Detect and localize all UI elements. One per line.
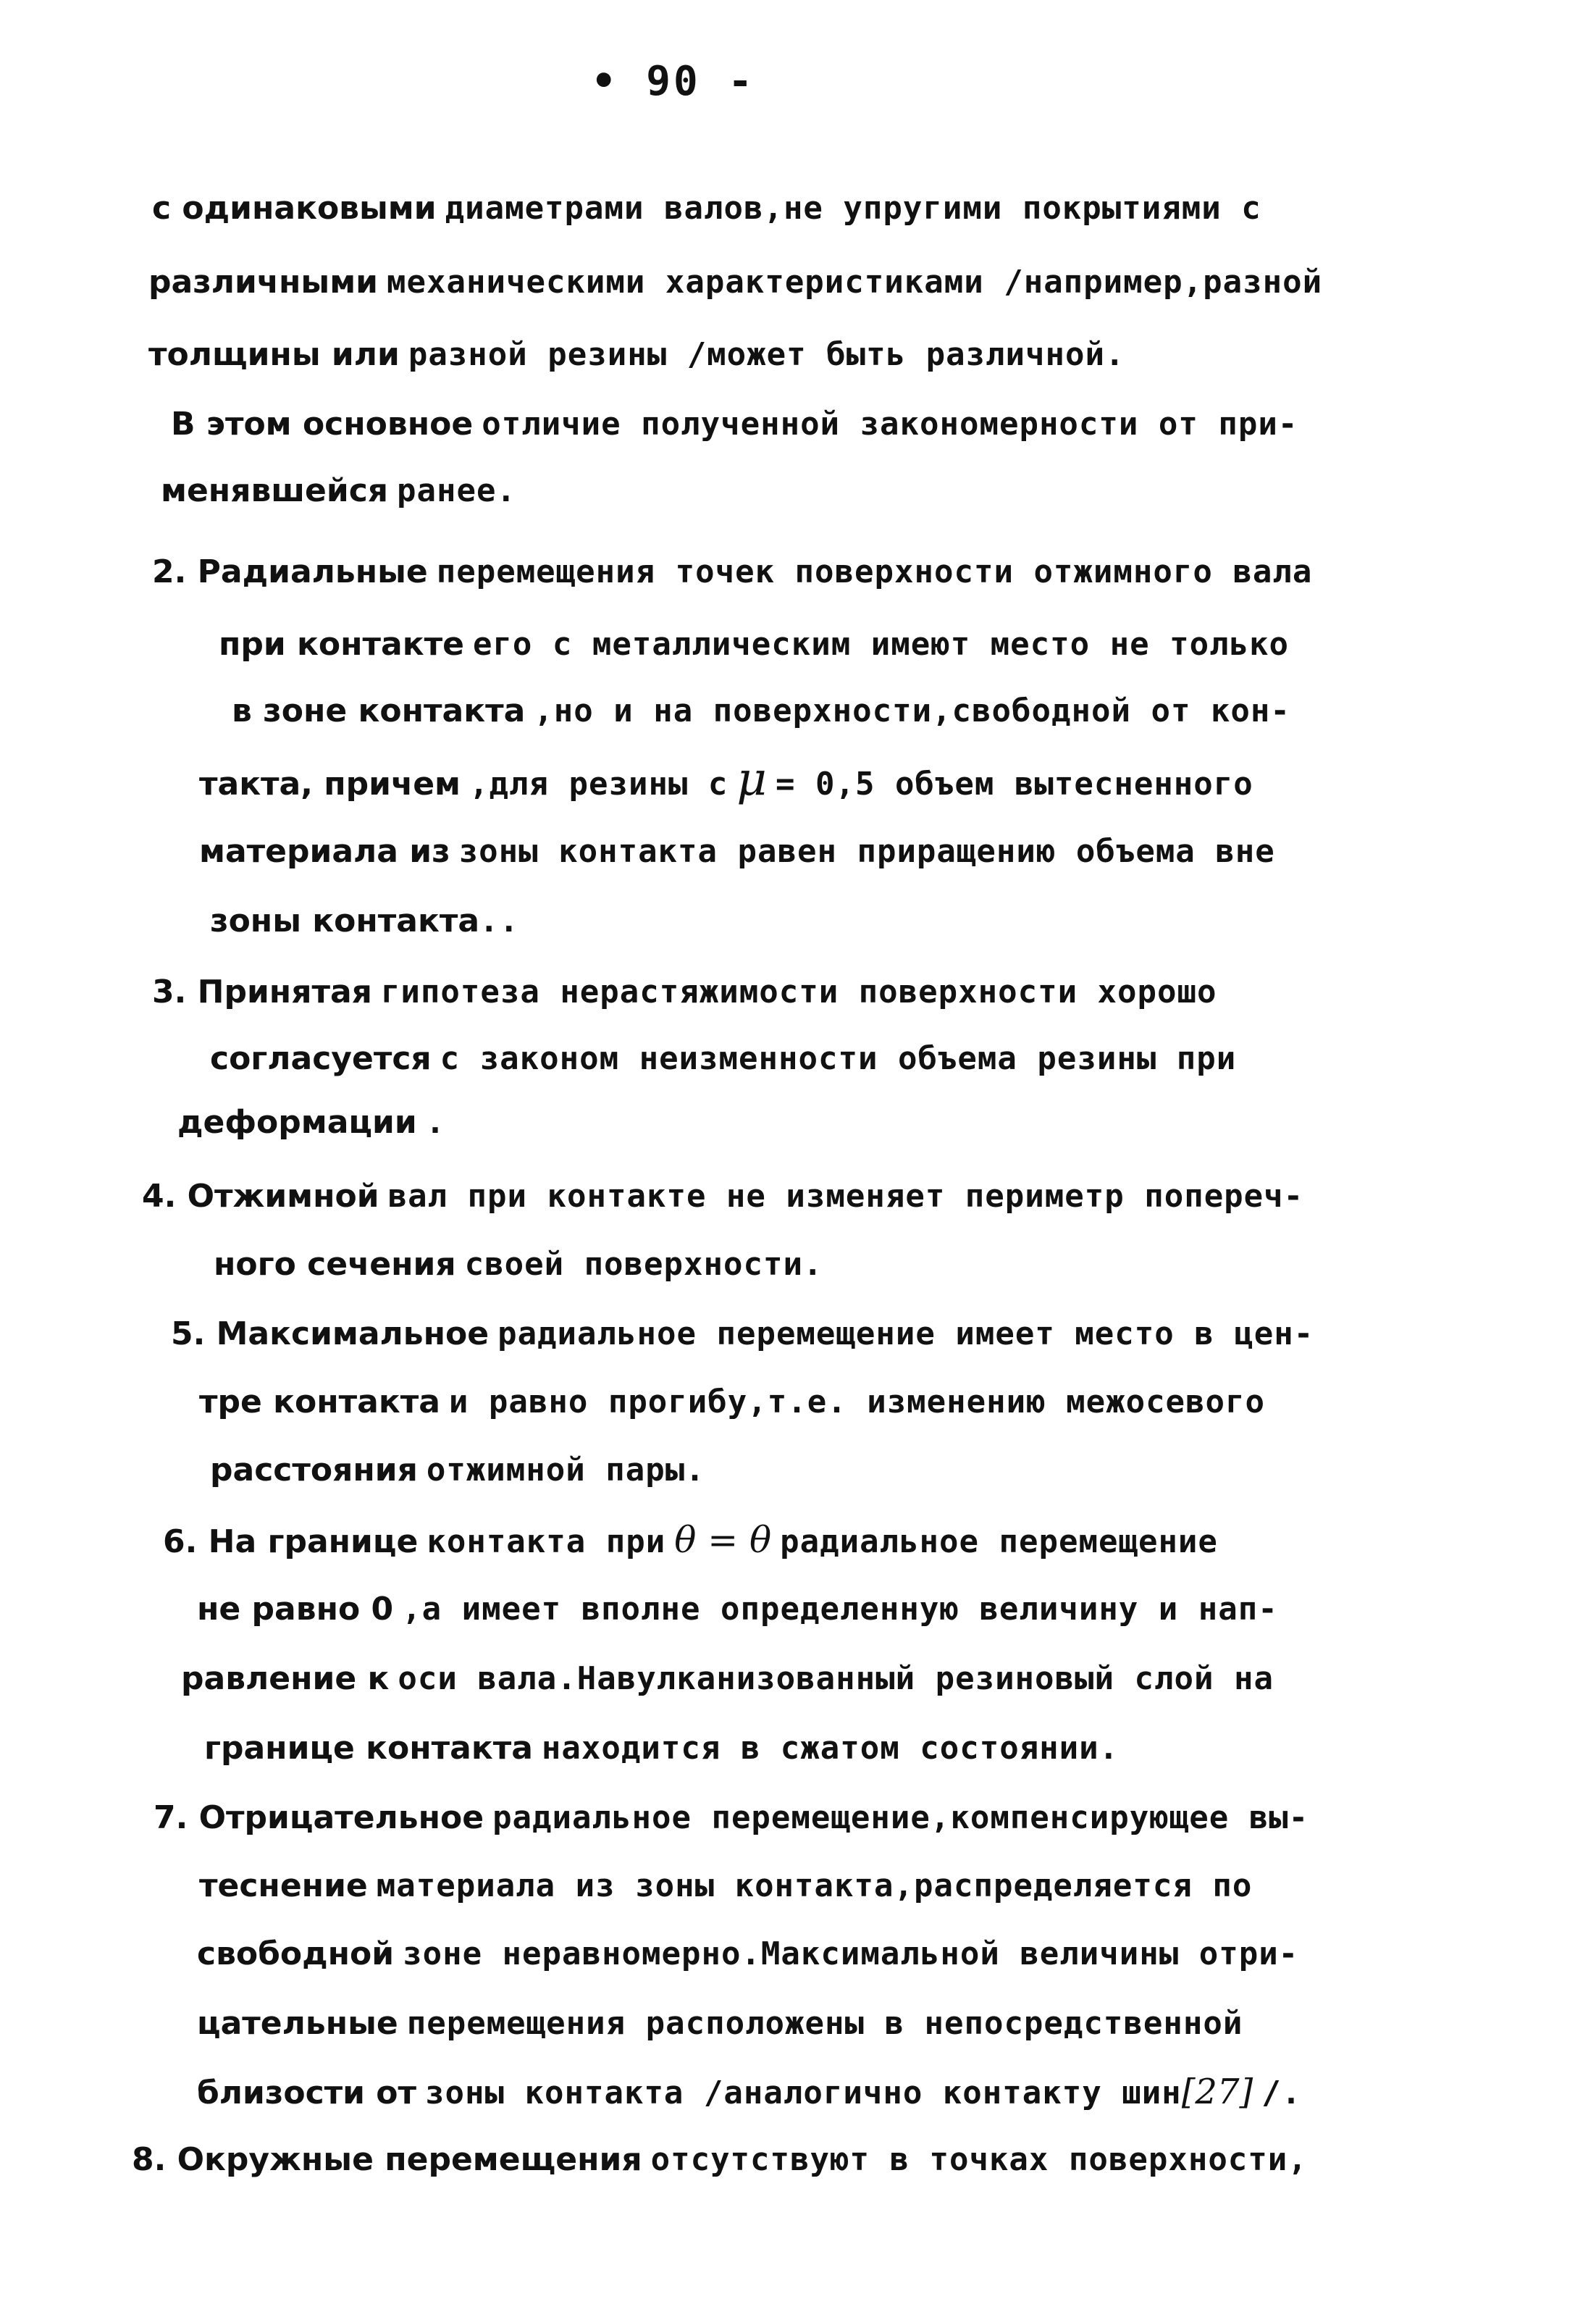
text-line bbox=[152, 187, 1261, 230]
line-lead: близости от bbox=[197, 2074, 417, 2111]
line-lead: при контакте bbox=[219, 626, 464, 663]
line-lead: зоны контакта bbox=[210, 903, 480, 939]
line-text: зоне неравномерно.Максимальной величины отри- bbox=[403, 1935, 1299, 1972]
text-line bbox=[197, 2002, 1243, 2046]
line-text: отсутствуют в точках поверхности, bbox=[650, 2141, 1308, 2178]
line-text: своей поверхности. bbox=[464, 1246, 823, 1283]
line-lead: материала из bbox=[199, 833, 450, 870]
line-lead: свободной bbox=[197, 1935, 395, 1972]
text-line bbox=[219, 623, 1289, 666]
line-lead: деформации bbox=[177, 1104, 417, 1141]
line-lead: 4. Отжимной bbox=[142, 1178, 379, 1215]
line-text: радиальное перемещение,компенсирующее вы- bbox=[492, 1799, 1309, 1836]
line-text: разной резины /может быть различной. bbox=[408, 336, 1125, 373]
text-line bbox=[171, 403, 1298, 446]
line-lead: 3. Принятая bbox=[152, 974, 372, 1010]
text-line bbox=[199, 830, 1275, 874]
text-line bbox=[161, 469, 516, 513]
line-lead: цательные bbox=[197, 2005, 398, 2042]
text-line bbox=[210, 1037, 1236, 1081]
text-line bbox=[210, 900, 519, 943]
text-line bbox=[204, 1727, 1119, 1770]
line-text: контакта при bbox=[427, 1523, 666, 1560]
line-lead: менявшейся bbox=[161, 472, 389, 509]
line-text: . bbox=[425, 1104, 446, 1141]
line-text: вал при контакте не изменяет периметр попереч- bbox=[387, 1178, 1304, 1215]
line-text: его с металлическим имеют место не только bbox=[472, 626, 1290, 663]
line-lead: равление к bbox=[181, 1660, 390, 1697]
text-line bbox=[154, 1796, 1309, 1840]
line-text: радиальное перемещение имеет место в цен- bbox=[497, 1315, 1314, 1352]
text-line bbox=[142, 1175, 1303, 1218]
line-text: ,но и на поверхности,свободной от кон- bbox=[534, 692, 1290, 729]
line-lead: тре контакта bbox=[199, 1383, 440, 1420]
line-text: оси вала.Навулканизованный резиновый слой на bbox=[398, 1660, 1274, 1697]
citation-ref: [27] bbox=[1181, 2072, 1253, 2112]
text-line bbox=[197, 1588, 1278, 1631]
line-lead: границе контакта bbox=[204, 1730, 533, 1767]
line-text: диаметрами валов,не упругими покрытиями с bbox=[445, 190, 1261, 227]
line-text: отжимной пары. bbox=[426, 1452, 705, 1489]
text-line bbox=[152, 550, 1312, 594]
line-lead: В этом основное bbox=[171, 406, 474, 443]
line-tail: = 0,5 объем вытесненного bbox=[776, 766, 1253, 803]
text-line bbox=[148, 333, 1125, 377]
line-text: материала из зоны контакта,распределяется по bbox=[376, 1867, 1253, 1904]
line-text: находится в сжатом состоянии. bbox=[541, 1730, 1120, 1767]
line-text: .. bbox=[479, 903, 520, 939]
mu-symbol: μ bbox=[736, 753, 767, 806]
page-number: • 90 - bbox=[591, 58, 756, 105]
line-lead: расстояния bbox=[210, 1452, 418, 1489]
line-lead: толщины или bbox=[148, 336, 400, 373]
line-text: отличие полученной закономерности от при- bbox=[482, 406, 1298, 443]
line-lead: не равно 0 bbox=[197, 1591, 394, 1628]
line-lead: такта, причем bbox=[199, 766, 461, 803]
text-line bbox=[197, 2070, 1301, 2115]
line-lead: 6. На границе bbox=[163, 1523, 419, 1560]
text-line bbox=[171, 1312, 1314, 1356]
text-line bbox=[210, 1449, 705, 1492]
text-line bbox=[148, 261, 1322, 304]
line-lead: различными bbox=[148, 264, 379, 301]
line-text: с законом неизменности объема резины при bbox=[440, 1040, 1237, 1077]
line-tail: /. bbox=[1261, 2074, 1302, 2111]
line-text: перемещения расположены в непосредственной bbox=[406, 2005, 1243, 2042]
line-text: зоны контакта /аналогично контакту шин bbox=[425, 2074, 1182, 2111]
text-line bbox=[199, 1864, 1252, 1908]
line-text: ,для резины с bbox=[469, 766, 728, 803]
line-lead: 2. Радиальные bbox=[152, 553, 428, 590]
line-lead: 7. Отрицательное bbox=[154, 1799, 484, 1836]
line-text: перемещения точек поверхности отжимного вала bbox=[436, 553, 1313, 590]
line-lead: теснение bbox=[199, 1867, 368, 1904]
text-line bbox=[177, 1101, 445, 1144]
text-line bbox=[214, 1243, 823, 1286]
line-lead: с одинаковыми bbox=[152, 190, 437, 227]
line-lead: 5. Максимальное bbox=[171, 1315, 490, 1352]
text-line bbox=[163, 1518, 1218, 1564]
line-lead: согласуется bbox=[210, 1040, 432, 1077]
line-text: зоны контакта равен приращению объема вне bbox=[458, 833, 1275, 870]
line-text: ,а имеет вполне определенную величину и нап- bbox=[402, 1591, 1278, 1628]
line-lead: ного сечения bbox=[214, 1246, 456, 1283]
text-line bbox=[199, 753, 1253, 806]
theta-symbol: θ = θ bbox=[674, 1519, 772, 1561]
line-text: механическими характеристиками /например,разной bbox=[387, 264, 1323, 301]
line-text: гипотеза нерастяжимости поверхности хорошо bbox=[380, 974, 1217, 1010]
text-line bbox=[199, 1381, 1265, 1424]
text-line bbox=[197, 1933, 1298, 1976]
text-line bbox=[132, 2138, 1308, 2182]
text-line bbox=[232, 690, 1290, 733]
line-tail: радиальное перемещение bbox=[780, 1523, 1218, 1560]
line-text: и равно прогибу,т.е. изменению межосевого bbox=[448, 1383, 1266, 1420]
line-lead: 8. Окружные перемещения bbox=[132, 2141, 642, 2178]
line-lead: в зоне контакта bbox=[232, 692, 526, 729]
text-line bbox=[152, 971, 1217, 1014]
line-text: ранее. bbox=[397, 472, 516, 509]
text-line bbox=[181, 1657, 1274, 1701]
